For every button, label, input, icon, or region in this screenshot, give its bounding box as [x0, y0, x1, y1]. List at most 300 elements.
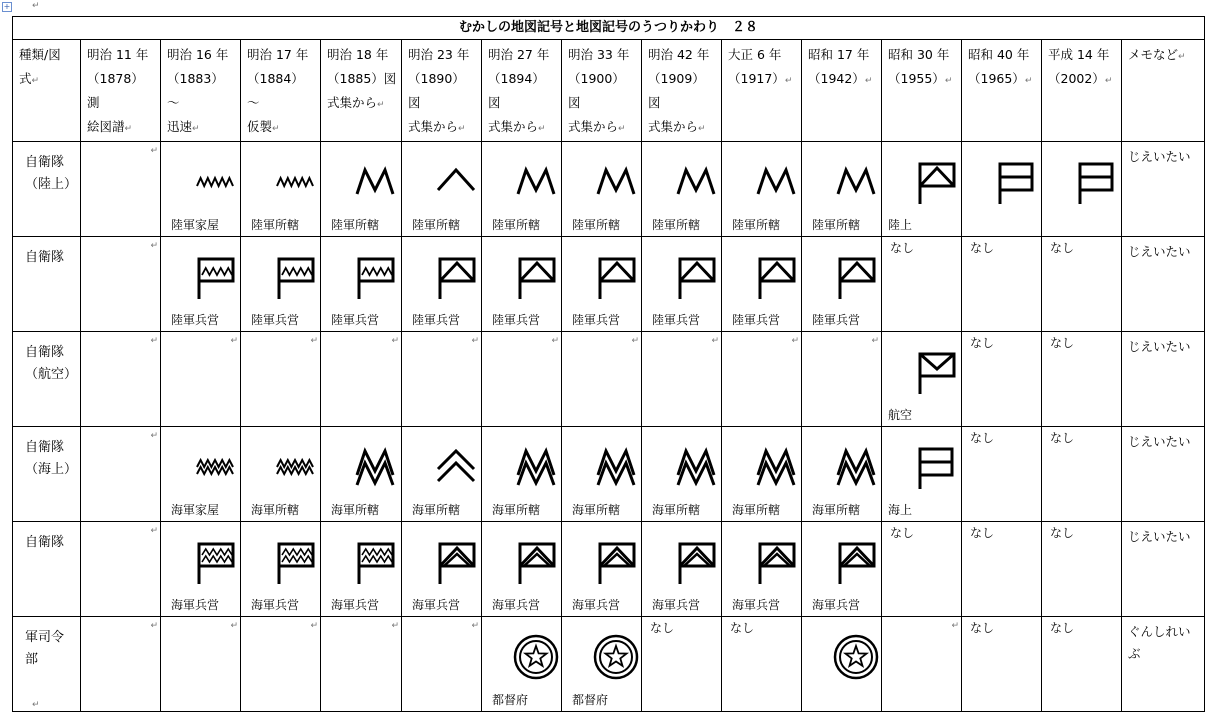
symbol-cell [241, 427, 321, 522]
paragraph-mark: ↵ [711, 336, 719, 346]
header-line: （1909）図 [648, 71, 705, 110]
symbol-caption: 海軍兵営 [331, 598, 380, 612]
header-line: （1878）測 [87, 71, 144, 110]
memo-text: じえいたい [1128, 244, 1191, 259]
double-m-shape-icon [834, 445, 878, 489]
symbol-cell [642, 617, 722, 712]
paragraph-mark: ↵ [951, 621, 959, 631]
memo-text: じえいたい [1128, 434, 1191, 449]
symbol-cell [321, 142, 402, 237]
symbol-caption: 陸軍所轄 [492, 218, 541, 232]
symbol-cell [1042, 142, 1122, 237]
symbol-caption: 陸軍兵営 [732, 313, 781, 327]
memo-cell [1122, 142, 1205, 237]
symbol-cell [81, 332, 161, 427]
none-label: なし [730, 621, 755, 635]
table-row [13, 522, 1205, 617]
paragraph-mark: ↵ [31, 76, 40, 86]
symbol-caption: 海軍家屋 [171, 503, 220, 517]
symbol-caption: 陸軍兵営 [812, 313, 861, 327]
symbol-caption: 海軍兵営 [412, 598, 461, 612]
symbol-cell [321, 427, 402, 522]
paragraph-mark: ↵ [618, 124, 626, 134]
star-circle-icon [594, 635, 638, 679]
symbol-cell [962, 522, 1042, 617]
symbol-caption: 海軍所轄 [812, 503, 861, 517]
header-line: 式集から [327, 95, 378, 110]
row-label-line: 自衛隊 [25, 345, 65, 360]
header-line: 式 [19, 71, 32, 86]
row-label [13, 617, 81, 712]
double-m-shape-icon [674, 445, 718, 489]
flag-double-caret-icon [834, 540, 878, 584]
symbol-cell [962, 617, 1042, 712]
table-row [13, 142, 1205, 237]
flag-bar-icon [994, 160, 1038, 204]
symbol-cell [802, 237, 882, 332]
symbol-cell [722, 332, 802, 427]
symbol-cell [81, 142, 161, 237]
symbol-cell [562, 332, 642, 427]
table-move-handle-icon[interactable]: + [3, 2, 11, 11]
header-line: （1917） [728, 71, 785, 86]
header-line: 明治 27 年 [488, 47, 550, 62]
symbol-caption: 海軍兵営 [251, 598, 300, 612]
m-shape-icon [834, 160, 878, 204]
symbol-cell [241, 142, 321, 237]
header-line: 明治 11 年 [87, 47, 149, 62]
symbol-cell [81, 427, 161, 522]
symbol-cell [1042, 522, 1122, 617]
paragraph-mark: ↵ [391, 336, 399, 346]
memo-text: じえいたい [1128, 339, 1191, 354]
symbol-cell [802, 427, 882, 522]
symbol-caption: 陸軍所轄 [812, 218, 861, 232]
row-label-line: 部 [25, 652, 39, 667]
symbol-cell [882, 617, 962, 712]
caret-icon [434, 160, 478, 204]
symbol-cell [882, 522, 962, 617]
symbol-cell [722, 427, 802, 522]
header-line: 式集から [568, 119, 619, 134]
symbol-cell [722, 522, 802, 617]
paragraph-mark: ↵ [391, 621, 399, 631]
symbol-cell [802, 332, 882, 427]
row-label-line: 自衛隊 [25, 440, 65, 455]
header-line: メモなど [1128, 47, 1179, 62]
column-header [882, 40, 962, 142]
none-label: なし [890, 526, 915, 540]
symbol-caption: 海上 [888, 503, 913, 517]
paragraph-mark: ↵ [150, 431, 158, 441]
symbol-cell [882, 237, 962, 332]
header-line: 明治 33 年 [568, 47, 630, 62]
paragraph-mark: ↵ [1024, 76, 1033, 86]
symbol-caption: 海軍所轄 [251, 503, 300, 517]
none-label: なし [1050, 621, 1075, 635]
symbol-cell [482, 237, 562, 332]
flag-double-caret-icon [674, 540, 718, 584]
header-line: 明治 16 年 [167, 47, 229, 62]
row-label-line: 自衛隊 [25, 250, 65, 265]
column-header [1042, 40, 1122, 142]
symbol-cell [882, 427, 962, 522]
paragraph-mark: ↵ [1178, 52, 1186, 62]
double-m-shape-icon [353, 445, 397, 489]
symbol-cell [802, 522, 882, 617]
symbol-caption: 陸軍兵営 [171, 313, 220, 327]
header-row [13, 40, 1205, 142]
m-shape-icon [514, 160, 558, 204]
paragraph-mark: ↵ [538, 124, 546, 134]
none-label: なし [1050, 431, 1075, 445]
column-header [962, 40, 1042, 142]
header-line: （1883）～ [167, 71, 224, 110]
symbol-cell [562, 142, 642, 237]
none-label: なし [970, 336, 995, 350]
symbol-caption: 海軍所轄 [412, 503, 461, 517]
double-caret-icon [434, 445, 478, 489]
symbol-caption: 陸軍所轄 [732, 218, 781, 232]
small-zigzag-icon [193, 160, 237, 204]
flag-small-zigzag-icon [273, 255, 317, 299]
memo-cell [1122, 237, 1205, 332]
memo-text: ぐんしれいぶ [1128, 624, 1191, 661]
symbol-caption: 陸軍所轄 [572, 218, 621, 232]
symbol-caption: 陸軍兵営 [251, 313, 300, 327]
flag-caret-icon [594, 255, 638, 299]
symbol-cell [882, 332, 962, 427]
paragraph-mark: ↵ [32, 1, 40, 11]
header-line: 明治 42 年 [648, 47, 710, 62]
paragraph-mark: ↵ [150, 241, 158, 251]
flag-bar-icon [1074, 160, 1118, 204]
symbol-caption: 陸軍兵営 [412, 313, 461, 327]
document-table-frame [12, 16, 1204, 707]
symbol-cell [562, 237, 642, 332]
table-row [13, 332, 1205, 427]
symbol-cell [1042, 617, 1122, 712]
row-label [13, 332, 81, 427]
paragraph-mark: ↵ [698, 124, 706, 134]
symbol-cell [802, 617, 882, 712]
paragraph-mark: ↵ [150, 526, 158, 536]
header-line: （1942） [808, 71, 865, 86]
symbol-cell [321, 237, 402, 332]
row-label-line: 自衛隊 [25, 155, 65, 170]
symbol-cell [321, 332, 402, 427]
symbol-cell [722, 237, 802, 332]
table-title-text: むかしの地図記号と地図記号のうつりかわり ２８ [459, 20, 759, 35]
header-line: 明治 17 年 [247, 47, 309, 62]
row-label [13, 427, 81, 522]
paragraph-mark: ↵ [784, 76, 793, 86]
header-line: 昭和 30 年 [888, 47, 950, 62]
symbol-cell [962, 427, 1042, 522]
symbol-caption: 陸軍所轄 [251, 218, 300, 232]
header-line: （1965） [968, 71, 1025, 86]
double-m-shape-icon [514, 445, 558, 489]
row-label-line: （航空） [25, 367, 78, 382]
double-small-zigzag-icon [193, 445, 237, 489]
row-label-line: 自衛隊 [25, 535, 65, 550]
paragraph-mark: ↵ [124, 124, 133, 134]
double-small-zigzag-icon [273, 445, 317, 489]
symbol-caption: 海軍兵営 [732, 598, 781, 612]
symbol-cell [241, 522, 321, 617]
column-header [321, 40, 402, 142]
paragraph-mark: ↵ [471, 621, 479, 631]
symbol-cell [482, 522, 562, 617]
symbol-cell [562, 617, 642, 712]
symbol-cell [402, 142, 482, 237]
header-line: 絵図譜 [87, 119, 125, 134]
symbol-caption: 海軍所轄 [732, 503, 781, 517]
symbol-cell [81, 617, 161, 712]
row-label [13, 522, 81, 617]
symbol-cell [161, 617, 241, 712]
table-row [13, 427, 1205, 522]
paragraph-mark: ↵ [791, 336, 799, 346]
paragraph-mark: ↵ [310, 336, 318, 346]
header-line: 式集から [488, 119, 539, 134]
column-header [802, 40, 882, 142]
none-label: なし [970, 241, 995, 255]
small-zigzag-icon [273, 160, 317, 204]
paragraph-mark: ↵ [864, 76, 873, 86]
symbol-cell [241, 617, 321, 712]
symbol-caption: 都督府 [492, 693, 529, 707]
paragraph-mark: ↵ [471, 336, 479, 346]
paragraph-mark: ↵ [1104, 76, 1113, 86]
m-shape-icon [754, 160, 798, 204]
none-label: なし [1050, 336, 1075, 350]
column-header [161, 40, 241, 142]
symbol-cell [642, 332, 722, 427]
header-line: （1884）～ [247, 71, 304, 110]
flag-caret-icon [514, 255, 558, 299]
symbol-cell [562, 427, 642, 522]
paragraph-mark: ↵ [192, 124, 200, 134]
symbol-cell [241, 332, 321, 427]
flag-small-zigzag-icon [353, 255, 397, 299]
symbol-cell [402, 332, 482, 427]
flag-double-caret-icon [514, 540, 558, 584]
symbol-caption: 海軍兵営 [492, 598, 541, 612]
star-circle-icon [834, 635, 878, 679]
flag-double-zigzag-icon [353, 540, 397, 584]
header-line: 大正 6 年 [728, 47, 782, 62]
symbol-caption: 海軍兵営 [812, 598, 861, 612]
memo-cell [1122, 427, 1205, 522]
flag-caret-icon [834, 255, 878, 299]
symbol-cell [722, 617, 802, 712]
paragraph-mark: ↵ [310, 621, 318, 631]
flag-caret-icon [674, 255, 718, 299]
symbol-cell [962, 237, 1042, 332]
symbol-caption: 都督府 [572, 693, 609, 707]
column-header [642, 40, 722, 142]
header-line: 仮製 [247, 119, 273, 134]
none-label: なし [1050, 526, 1075, 540]
none-label: なし [1050, 241, 1075, 255]
symbol-cell [161, 522, 241, 617]
memo-cell [1122, 522, 1205, 617]
paragraph-mark: ↵ [230, 621, 238, 631]
symbol-cell [482, 332, 562, 427]
table-title [13, 17, 1205, 40]
double-m-shape-icon [594, 445, 638, 489]
symbol-caption: 陸軍兵営 [652, 313, 701, 327]
flag-double-caret-icon [754, 540, 798, 584]
none-label: なし [890, 241, 915, 255]
symbol-cell [642, 237, 722, 332]
memo-text: じえいたい [1128, 149, 1191, 164]
table-row [13, 237, 1205, 332]
flag-double-caret-icon [594, 540, 638, 584]
symbol-cell [482, 427, 562, 522]
row-label-line: 軍司令 [25, 630, 65, 645]
symbol-cell [1042, 427, 1122, 522]
symbol-cell [482, 142, 562, 237]
none-label: なし [970, 621, 995, 635]
column-header [722, 40, 802, 142]
paragraph-mark: ↵ [230, 336, 238, 346]
symbol-cell [161, 332, 241, 427]
symbol-cell [402, 237, 482, 332]
symbol-cell [642, 427, 722, 522]
column-header [482, 40, 562, 142]
memo-text: じえいたい [1128, 529, 1191, 544]
symbol-cell [962, 142, 1042, 237]
row-label-line: （海上） [25, 462, 78, 477]
symbol-cell [402, 427, 482, 522]
flag-small-zigzag-icon [193, 255, 237, 299]
symbol-cell [402, 522, 482, 617]
none-label: なし [970, 526, 995, 540]
symbol-cell [402, 617, 482, 712]
flag-bar-icon [914, 445, 958, 489]
column-header [562, 40, 642, 142]
symbol-caption: 海軍所轄 [652, 503, 701, 517]
map-symbol-table [12, 16, 1205, 712]
memo-cell [1122, 617, 1205, 712]
symbol-caption: 海軍所轄 [331, 503, 380, 517]
paragraph-mark: ↵ [150, 621, 158, 631]
none-label: なし [650, 621, 675, 635]
row-label [13, 237, 81, 332]
symbol-caption: 海軍兵営 [572, 598, 621, 612]
header-line: 昭和 17 年 [808, 47, 870, 62]
column-header [402, 40, 482, 142]
flag-triangle-icon [914, 160, 958, 204]
symbol-caption: 海軍所轄 [572, 503, 621, 517]
symbol-cell [642, 142, 722, 237]
star-circle-icon [514, 635, 558, 679]
symbol-cell [882, 142, 962, 237]
paragraph-mark: ↵ [458, 124, 466, 134]
column-header [1122, 40, 1205, 142]
symbol-caption: 航空 [888, 408, 913, 422]
symbol-cell [482, 617, 562, 712]
header-line: 式集から [648, 119, 699, 134]
symbol-cell [722, 142, 802, 237]
header-line: （2002） [1048, 71, 1105, 86]
header-line: 式集から [408, 119, 459, 134]
paragraph-mark: ↵ [150, 336, 158, 346]
symbol-caption: 陸軍所轄 [412, 218, 461, 232]
symbol-caption: 海軍兵営 [652, 598, 701, 612]
column-header [13, 40, 81, 142]
flag-double-caret-icon [434, 540, 478, 584]
symbol-caption: 陸上 [888, 218, 913, 232]
header-line: （1894）図 [488, 71, 545, 110]
header-line: 明治 23 年 [408, 47, 470, 62]
header-line: 明治 18 年 [327, 47, 389, 62]
column-header [241, 40, 321, 142]
paragraph-mark: ↵ [150, 146, 158, 156]
symbol-cell [642, 522, 722, 617]
header-line: 迅速 [167, 119, 193, 134]
header-line: （1955） [888, 71, 945, 86]
paragraph-mark: ↵ [551, 336, 559, 346]
symbol-caption: 海軍所轄 [492, 503, 541, 517]
m-shape-icon [674, 160, 718, 204]
header-line: （1890）図 [408, 71, 465, 110]
paragraph-mark: ↵ [871, 336, 879, 346]
paragraph-mark: ↵ [377, 100, 385, 110]
symbol-caption: 陸軍兵営 [492, 313, 541, 327]
symbol-cell [321, 617, 402, 712]
symbol-cell [802, 142, 882, 237]
m-shape-icon [594, 160, 638, 204]
double-m-shape-icon [754, 445, 798, 489]
paragraph-mark: ↵ [944, 76, 953, 86]
symbol-cell [1042, 237, 1122, 332]
header-line: 種類/図 [19, 47, 61, 62]
symbol-cell [161, 237, 241, 332]
symbol-caption: 陸軍家屋 [171, 218, 220, 232]
row-label [13, 142, 81, 237]
paragraph-mark: ↵ [631, 336, 639, 346]
symbol-caption: 陸軍兵営 [572, 313, 621, 327]
flag-double-zigzag-icon [193, 540, 237, 584]
flag-caret-icon [434, 255, 478, 299]
none-label: なし [970, 431, 995, 445]
header-line: （1885）図 [327, 71, 397, 86]
header-line: 昭和 40 年 [968, 47, 1030, 62]
symbol-cell [241, 237, 321, 332]
symbol-cell [1042, 332, 1122, 427]
symbol-cell [161, 142, 241, 237]
flag-double-zigzag-icon [273, 540, 317, 584]
symbol-caption: 海軍兵営 [171, 598, 220, 612]
row-label-line: （陸上） [25, 177, 78, 192]
paragraph-mark: ↵ [32, 700, 40, 710]
column-header [81, 40, 161, 142]
memo-cell [1122, 332, 1205, 427]
symbol-cell [161, 427, 241, 522]
symbol-cell [81, 237, 161, 332]
symbol-cell [321, 522, 402, 617]
flag-caret-icon [754, 255, 798, 299]
symbol-caption: 陸軍所轄 [652, 218, 701, 232]
m-shape-icon [353, 160, 397, 204]
flag-envelope-icon [914, 350, 958, 394]
table-row [13, 617, 1205, 712]
paragraph-mark: ↵ [272, 124, 280, 134]
header-line: 平成 14 年 [1048, 47, 1110, 62]
